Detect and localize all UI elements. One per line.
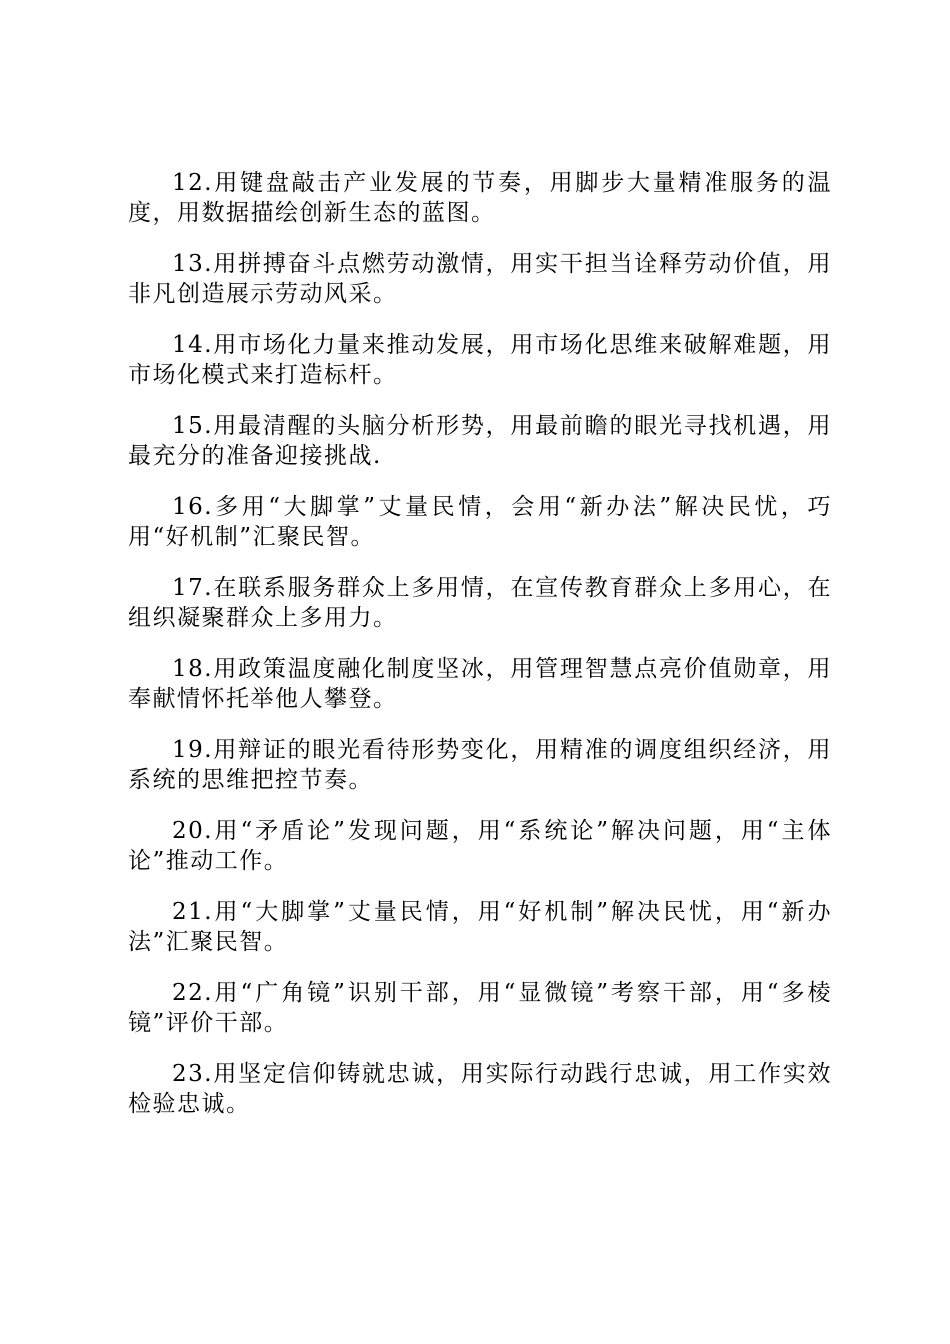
paragraph-16: 16.多用“大脚掌”丈量民情，会用“新办法”解决民忧，巧用“好机制”汇聚民智。 [128, 494, 832, 550]
paragraph-22: 22.用“广角镜”识别干部，用“显微镜”考察干部，用“多棱镜”评价干部。 [128, 980, 832, 1036]
paragraph-18: 18.用政策温度融化制度坚冰，用管理智慧点亮价值勋章，用奉献情怀托举他人攀登。 [128, 656, 832, 712]
paragraph-13: 13.用拼搏奋斗点燃劳动激情，用实干担当诠释劳动价值，用非凡创造展示劳动风采。 [128, 251, 832, 307]
paragraph-21: 21.用“大脚掌”丈量民情，用“好机制”解决民忧，用“新办法”汇聚民智。 [128, 899, 832, 955]
document-body [128, 168, 832, 1140]
paragraph-20: 20.用“矛盾论”发现问题，用“系统论”解决问题，用“主体论”推动工作。 [128, 818, 832, 874]
paragraph-12: 12.用键盘敲击产业发展的节奏，用脚步大量精准服务的温度，用数据描绘创新生态的蓝图。 [128, 170, 832, 226]
paragraph-23: 23.用坚定信仰铸就忠诚，用实际行动践行忠诚，用工作实效检验忠诚。 [128, 1061, 832, 1117]
paragraph-17: 17.在联系服务群众上多用情，在宣传教育群众上多用心，在组织凝聚群众上多用力。 [128, 575, 832, 631]
paragraph-19: 19.用辩证的眼光看待形势变化，用精准的调度组织经济，用系统的思维把控节奏。 [128, 737, 832, 793]
paragraph-15: 15.用最清醒的头脑分析形势，用最前瞻的眼光寻找机遇，用最充分的准备迎接挑战. [128, 413, 832, 469]
paragraph-14: 14.用市场化力量来推动发展，用市场化思维来破解难题，用市场化模式来打造标杆。 [128, 332, 832, 388]
